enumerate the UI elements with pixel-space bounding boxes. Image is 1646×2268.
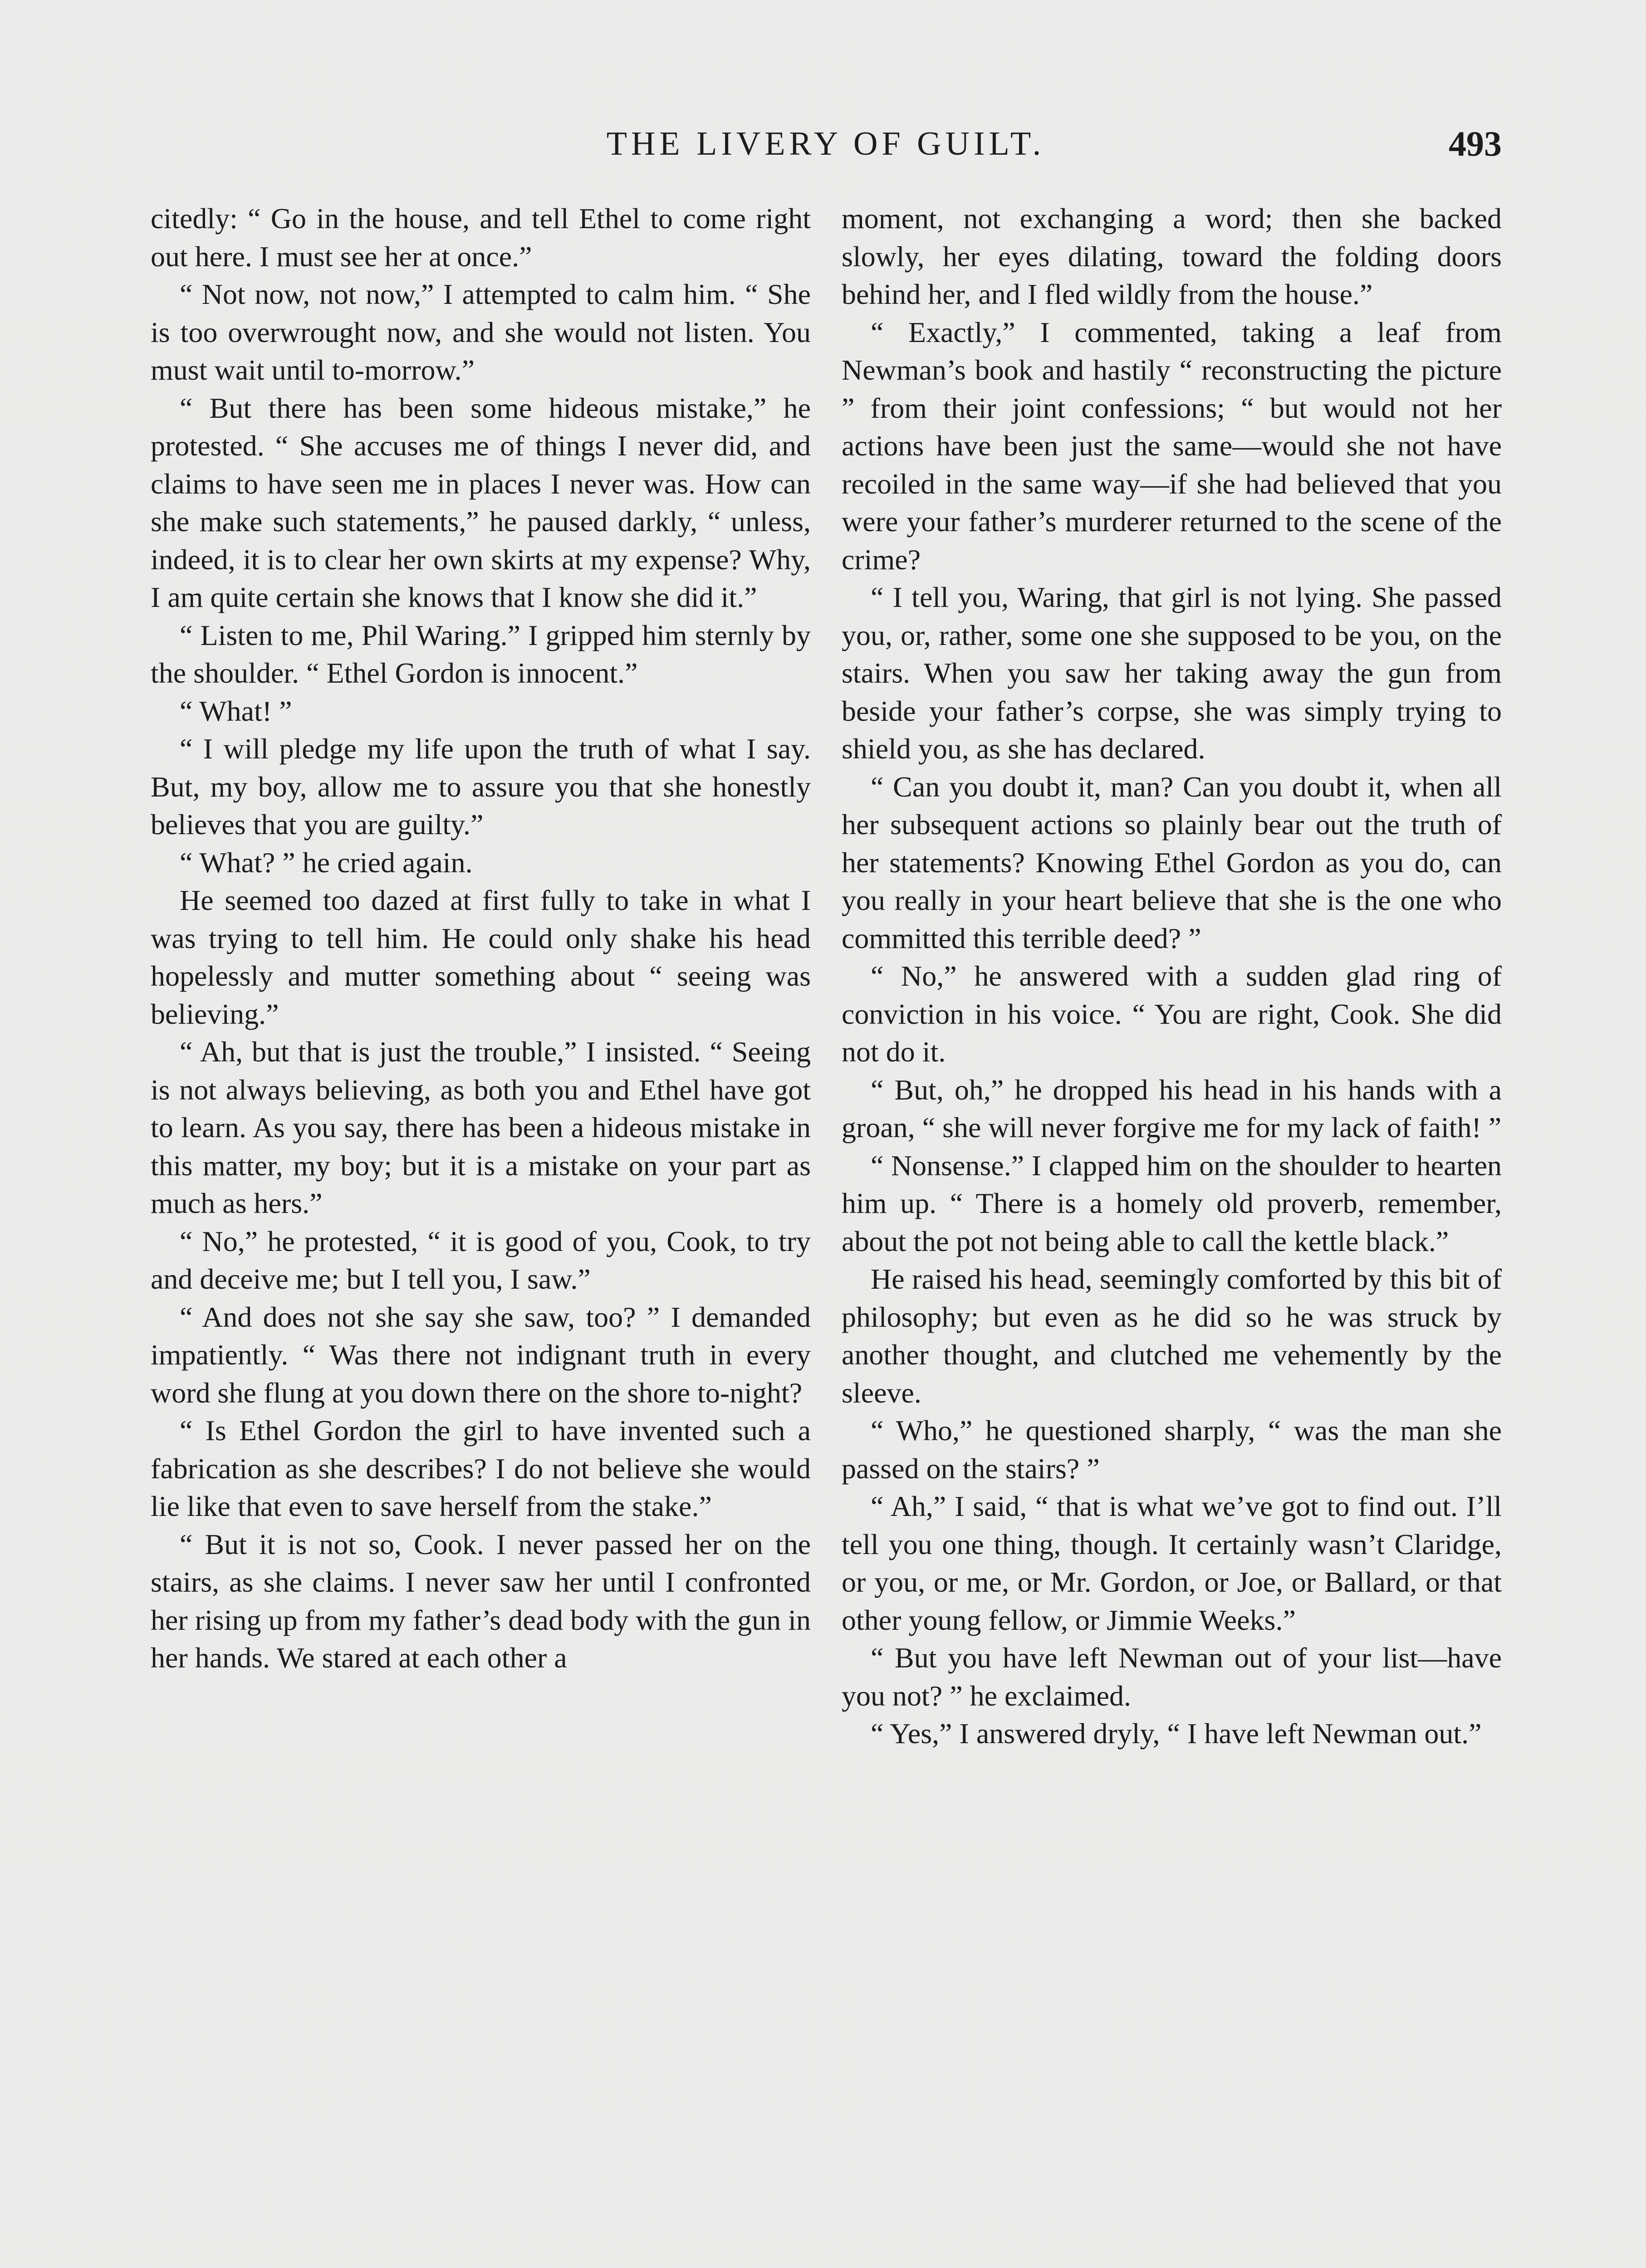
- running-title: THE LIVERY OF GUILT.: [606, 125, 1045, 162]
- paragraph: He raised his head, seemingly comforted by this bit of philosophy; but even as he did so he was struck by another thought, and clutched me vehemently by the sleeve.: [842, 1263, 1502, 1409]
- paragraph: “ Yes,” I answered dryly, “ I have left Newman out.”: [871, 1717, 1482, 1750]
- text-columns: [151, 200, 1502, 2268]
- paragraph: “ No,” he protested, “ it is good of you, Cook, to try and deceive me; but I tell you, I saw.”: [151, 1225, 811, 1295]
- paragraph: “ But it is not so, Cook. I never passed her on the stairs, as she claims. I never saw her until I confronted her rising up from my father’s dead body with the gun in her hands. We stared at each other a: [151, 1528, 811, 1674]
- paragraph: “ But you have left Newman out of your list—have you not? ” he exclaimed.: [842, 1642, 1502, 1712]
- paragraph: “ And does not she say she saw, too? ” I demanded impatiently. “ Was there not indignant truth in every word she flung at you down there on the shore to-night?: [151, 1300, 811, 1409]
- paragraph: “ No,” he answered with a sudden glad ring of conviction in his voice. “ You are right, Cook. She did not do it.: [842, 960, 1502, 1068]
- paragraph: “ What! ”: [180, 694, 292, 727]
- paragraph: “ Ah,” I said, “ that is what we’ve got to find out. I’ll tell you one thing, though. It certainly wasn’t Claridge, or you, or me, or Mr. Gordon, or Joe, or Ballard, or that other young fellow, or Jimmie Weeks.”: [842, 1490, 1502, 1636]
- paragraph: moment, not exchanging a word; then she backed slowly, her eyes dilating, toward the folding doors behind her, and I fled wildly from the house.”: [842, 202, 1502, 310]
- paragraph: “ Listen to me, Phil Waring.” I gripped him sternly by the shoulder. “ Ethel Gordon is innocent.”: [151, 619, 811, 689]
- paragraph: “ Nonsense.” I clapped him on the shoulder to hearten him up. “ There is a homely old proverb, remember, about the pot not being able to call the kettle black.”: [842, 1149, 1502, 1257]
- paragraph: “ Exactly,” I commented, taking a leaf from Newman’s book and hastily “ reconstructing the picture ” from their joint confessions; “ but would not her actions have been just the same—would she not have recoiled in the same way—if she had believed that you were your father’s murderer returned to the scene of the crime?: [842, 316, 1502, 576]
- paragraph: “ What? ” he cried again.: [180, 846, 473, 879]
- paragraph: “ Ah, but that is just the trouble,” I insisted. “ Seeing is not always believing, as both you and Ethel have got to learn. As you say, there has been a hideous mistake in this matter, my boy; but it is a mistake on your part as much as hers.”: [151, 1036, 811, 1219]
- paragraph: citedly: “ Go in the house, and tell Ethel to come right out here. I must see her at once.”: [151, 202, 811, 273]
- paragraph: “ I will pledge my life upon the truth of what I say. But, my boy, allow me to assure you that she honestly believes that you are guilty.”: [151, 733, 811, 841]
- paragraph: “ But, oh,” he dropped his head in his hands with a groan, “ she will never forgive me for my lack of faith! ”: [842, 1073, 1502, 1144]
- page-number: 493: [1449, 124, 1502, 163]
- paragraph: “ Is Ethel Gordon the girl to have invented such a fabrication as she describes? I do not believe she would lie like that even to save herself from the stake.”: [151, 1414, 811, 1522]
- paragraph: “ I tell you, Waring, that girl is not lying. She passed you, or, rather, some one she supposed to be you, on the stairs. When you saw her taking away the gun from beside your father’s corpse, she was simply trying to shield you, as she has declared.: [842, 581, 1502, 765]
- right-column: [842, 200, 1502, 2268]
- paragraph: “ But there has been some hideous mistake,” he protested. “ She accuses me of things I never did, and claims to have seen me in places I never was. How can she make such statements,” he paused darkly, “ unless, indeed, it is to clear her own skirts at my expense? Why, I am quite certain she knows that I know she did it.”: [151, 391, 811, 613]
- paragraph: “ Can you doubt it, man? Can you doubt it, when all her subsequent actions so plainly bear out the truth of her statements? Knowing Ethel Gordon as you do, can you really in your heart believe that she is the one who committed this terrible deed? ”: [842, 770, 1502, 954]
- paragraph: “ Not now, not now,” I attempted to calm him. “ She is too overwrought now, and she would not listen. You must wait until to-morrow.”: [151, 278, 811, 386]
- left-column: [151, 200, 811, 2268]
- paragraph: “ Who,” he questioned sharply, “ was the man she passed on the stairs? ”: [842, 1414, 1502, 1485]
- running-head: [150, 119, 1502, 169]
- paragraph: He seemed too dazed at first fully to take in what I was trying to tell him. He could only shake his head hopelessly and mutter something about “ seeing was believing.”: [151, 884, 811, 1030]
